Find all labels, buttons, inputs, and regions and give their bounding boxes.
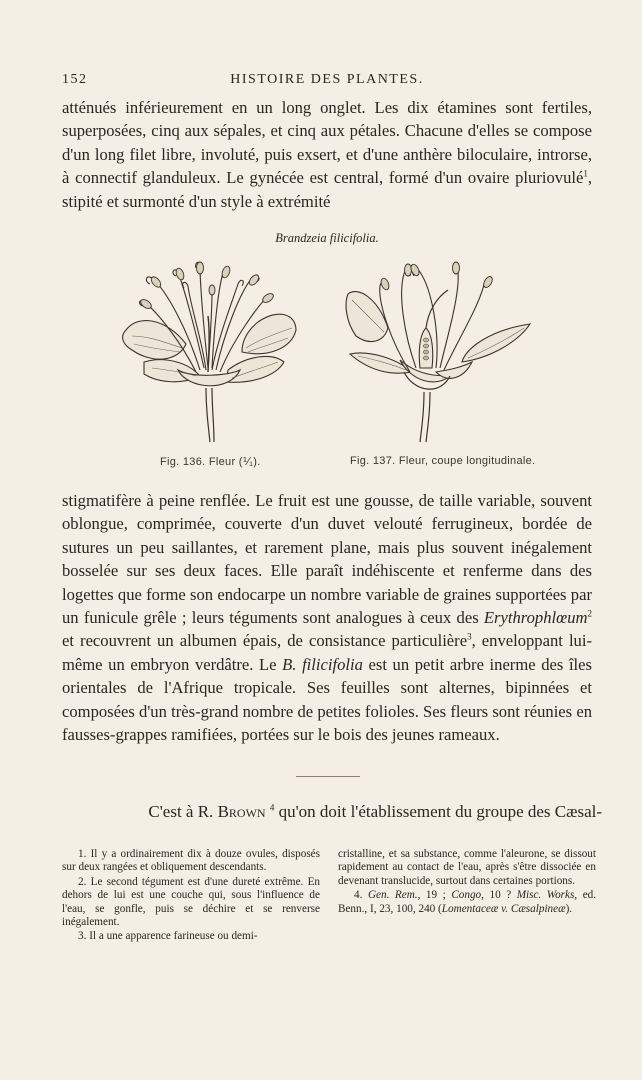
footnote-ref-3[interactable]: 3 [467, 631, 472, 642]
genus-name: Erythrophlœum [483, 608, 588, 628]
figure-title: Brandzeia filicifolia. [275, 231, 379, 245]
figure-136-caption: Fig. 136. Fleur (⅟₁). [160, 456, 261, 468]
para1-text2: , stipité et surmonté d'un style à extrémité [62, 168, 592, 211]
para2-text3: , enveloppant lui-même un embryon verdâtre. Le [62, 631, 592, 674]
flower-illustration [108, 252, 308, 447]
page-number: 152 [62, 72, 88, 87]
paragraph-stamens [62, 96, 592, 213]
running-header [62, 72, 592, 92]
footnotes-right-column [338, 848, 596, 917]
para2-text2: et recouvrent un albumen épais, de consistance particulière [62, 631, 468, 651]
figure-137-caption: Fig. 137. Fleur, coupe longitudinale. [350, 455, 536, 467]
lead-text2: qu'on doit l'établissement du groupe des Cæsal- [278, 802, 602, 821]
para2-text1: stigmatifère à peine renflée. Le fruit est une gousse, de taille variable, souvent oblongue, comprimée, couverte d'un duvet velouté ferrugineux, bordée de sutures un peu saillantes, et rarement plane, mais plus souvent inégalement bosselée sur ses deux faces. Elle paraît indéhiscente et renferme dans des logettes que forme son endocarpe un nombre variable de graines supportées par un funicule grêle ; leurs téguments sont analogues à ceux des [62, 491, 592, 628]
footnote-ref-2[interactable]: 2 [587, 608, 592, 619]
fn4-text3: , ed. Benn., I, 23, 100, 240 ( [338, 889, 597, 915]
fn4-text1: , 19 ; [417, 889, 446, 902]
fn4-text4: ). [565, 902, 573, 915]
fn4-text2: , 10 ? [481, 889, 512, 902]
section-lead-line [62, 800, 602, 824]
footnote-3-continued: cristalline, et sa substance, comme l'aleurone, se dissout rapidement au contact de l'eau, après s'être dissociée en devenant translucide, surtout dans certaines portions. [338, 848, 596, 887]
para1-text1: atténués inférieurement en un long onglet. Les dix étamines sont fertiles, superposées, cinq aux sépales, et cinq aux pétales. Chacune d'elles se compose d'un long filet libre, involuté, puis exsert, et d'une anthère biloculaire, introrse, à connectif glanduleux. Le gynécée est central, formé d'un ovaire pluriovulé [62, 98, 592, 188]
footnotes-left-column [62, 848, 320, 945]
footnote-1: 1. Il y a ordinairement dix à douze ovules, disposés sur deux rangées et obliquement descendants. [62, 848, 320, 874]
footnote-ref-1[interactable]: 1 [583, 168, 588, 179]
footnote-2: 2. Le second tégument est d'une dureté extrême. En dehors de lui est une couche qui, sous l'influence de l'eau, se gonfle, puis se déchire et se renverse inégalement. [62, 875, 320, 929]
footnote-ref-4[interactable]: 4 [269, 802, 275, 813]
section-divider [296, 776, 360, 777]
fn4-ref-congo: Congo [451, 889, 482, 902]
para2-text4: est un petit arbre inerme des îles orientales de l'Afrique tropicale. Ses feuilles sont alternes, bipinnées et composées d'un très-grand nombre de petites folioles. Ses fleurs sont réunies en fausses-grappes ramifiées, portées sur le bois des jeunes rameaux. [62, 654, 592, 745]
footnote-4 [338, 889, 596, 916]
species-name: B. filicifolia [282, 654, 363, 674]
fn4-ref-gen-rem: Gen. Rem. [367, 889, 418, 902]
lead-text1: C'est à R. [148, 802, 214, 821]
fn4-ref-lomentaceae: Lomentaceæ v. Cæsalpineæ [441, 902, 566, 915]
fn4-number: 4. [354, 889, 363, 902]
running-title: HISTOIRE DES PLANTES. [230, 72, 424, 87]
author-name: Brown [217, 802, 266, 821]
fn4-ref-misc-works: Misc. Works [516, 889, 575, 902]
footnote-3-start: 3. Il a une apparence farineuse ou demi- [78, 930, 258, 943]
paragraph-fruit [62, 489, 592, 746]
flower-section-illustration [340, 250, 540, 445]
